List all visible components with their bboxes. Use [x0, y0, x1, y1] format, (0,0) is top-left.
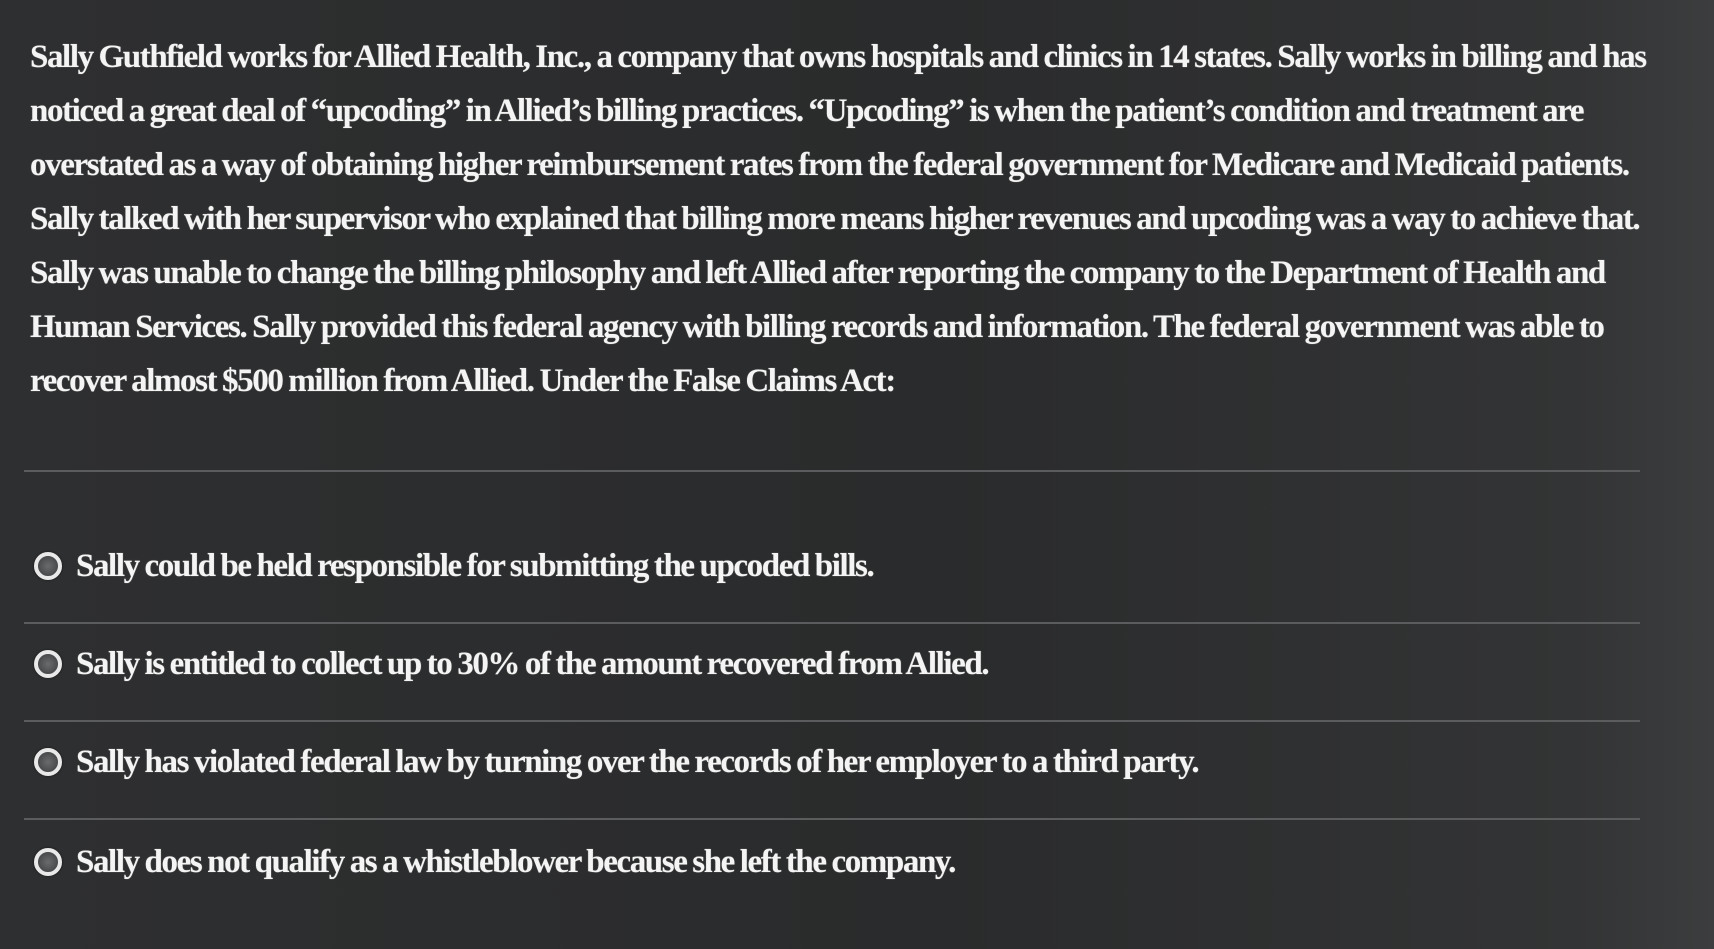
answer-option-3[interactable] — [34, 734, 1634, 790]
answer-option-4[interactable] — [34, 834, 1634, 890]
option-divider — [24, 470, 1640, 472]
answer-option-2[interactable] — [34, 636, 1634, 692]
radio-button-icon[interactable] — [34, 650, 62, 678]
answer-option-label: Sally is entitled to collect up to 30% of the amount recovered from Allied. — [76, 645, 989, 682]
radio-button-icon[interactable] — [34, 748, 62, 776]
answer-option-label: Sally has violated federal law by turning over the records of her employer to a third party. — [76, 743, 1199, 780]
option-divider — [24, 818, 1640, 820]
radio-button-icon[interactable] — [34, 552, 62, 580]
answer-option-label: Sally does not qualify as a whistleblower because she left the company. — [76, 843, 956, 880]
option-divider — [24, 622, 1640, 624]
radio-button-icon[interactable] — [34, 848, 62, 876]
question-text: Sally Guthfield works for Allied Health, Inc., a company that owns hospitals and clinics in 14 states. Sally works in billing and has noticed a great deal of “upcoding” in Allied’s billing practices. “Upcoding” is when the patient’s condition and treatment are overstated as a way of obtaining higher reimbursement rates from the federal government for Medicare and Medicaid patients. Sally talked with her supervisor who explained that billing more means higher revenues and upcoding was a way to achieve that. Sally was unable to change the billing philosophy and left Allied after reporting the company to the Department of Health and Human Services. Sally provided this federal agency with billing records and information. The federal government was able to recover almost $500 million from Allied. Under the False Claims Act: — [30, 39, 1646, 399]
option-divider — [24, 720, 1640, 722]
answer-option-1[interactable] — [34, 538, 1634, 594]
answer-option-label: Sally could be held responsible for submitting the upcoded bills. — [76, 547, 874, 584]
